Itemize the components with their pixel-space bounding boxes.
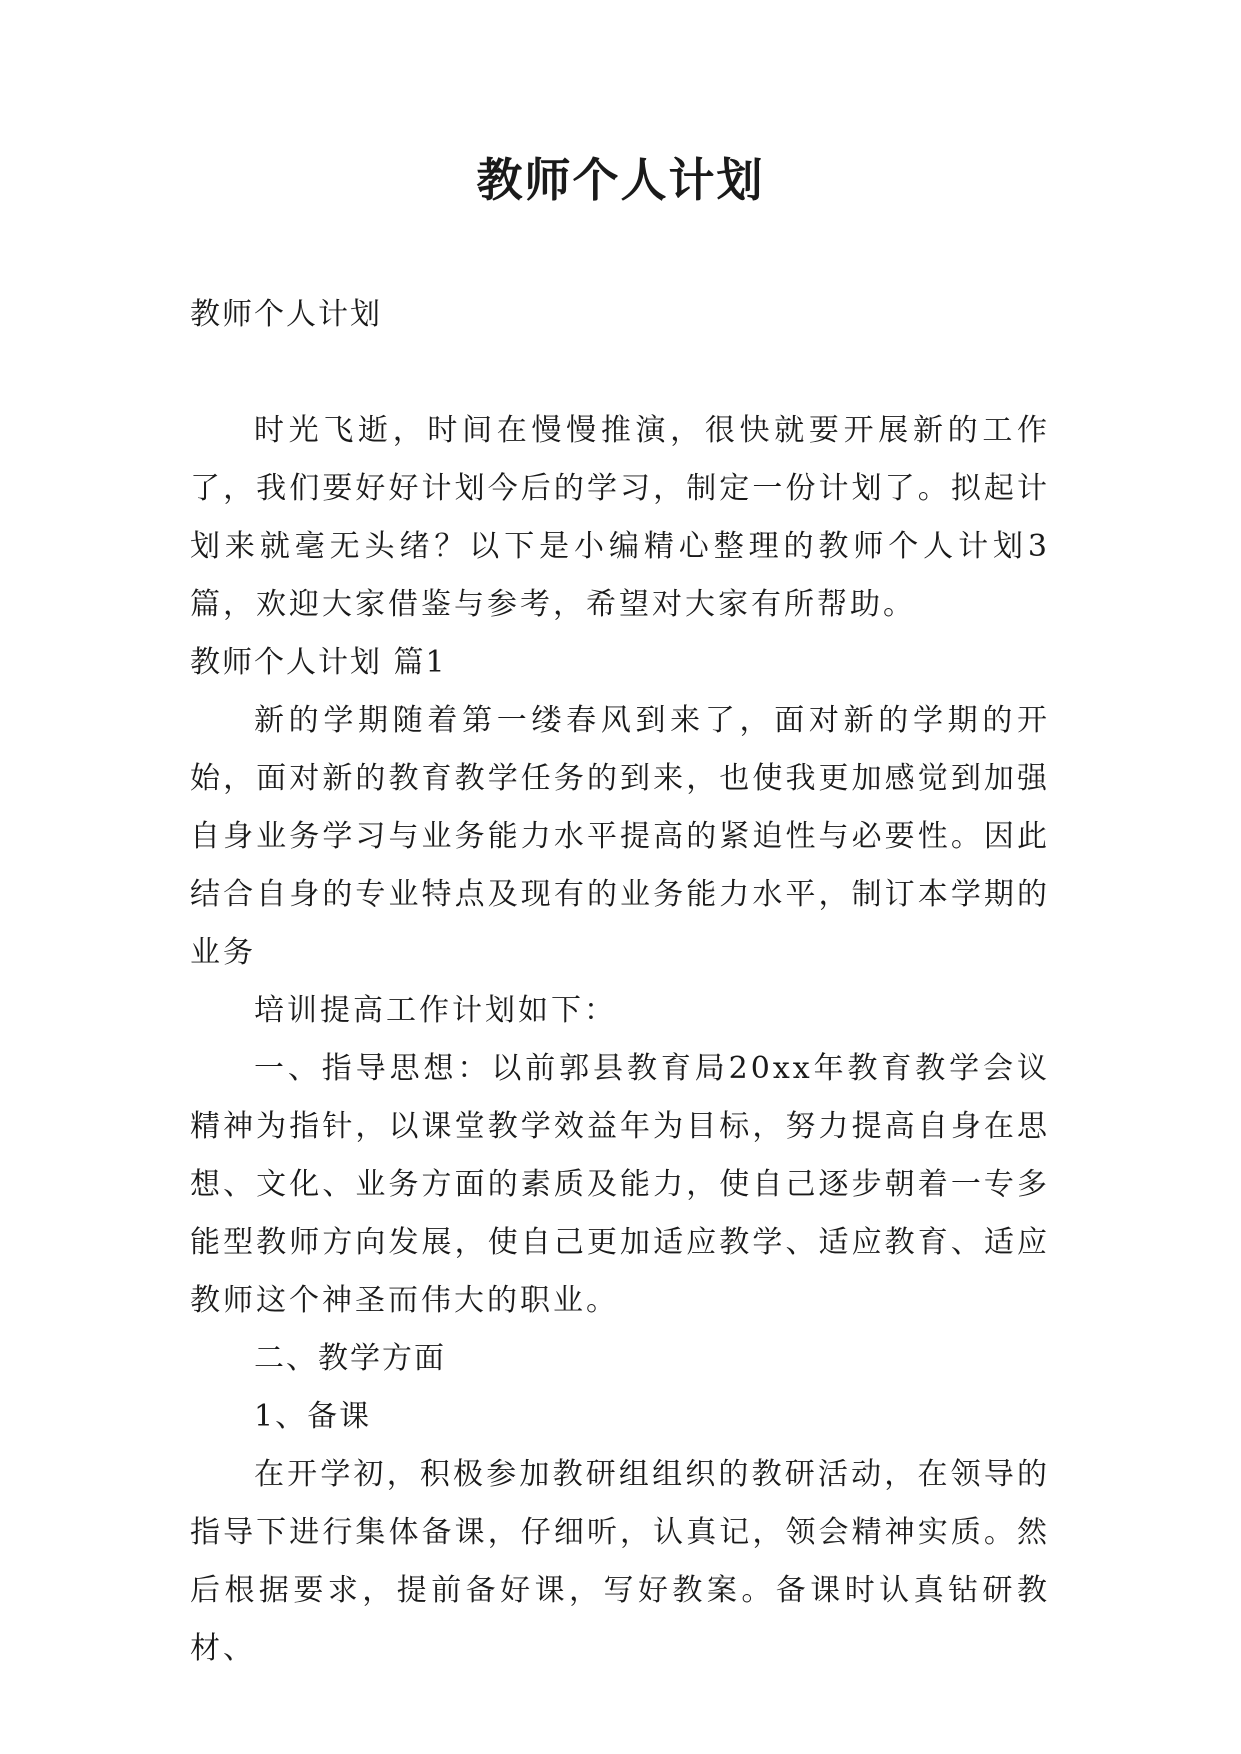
guiding-principle-paragraph: 一、指导思想：以前郭县教育局20xx年教育教学会议精神为指针，以课堂教学效益年为目标，努力提高自身在思想、文化、业务方面的素质及能力，使自己逐步朝着一专多能型教师方向发展，使自己更加适应教学、适应教育、适应教师这个神圣而伟大的职业。 bbox=[190, 1051, 1050, 1318]
document-body bbox=[190, 286, 1050, 1678]
lesson-prep-heading: 1、备课 bbox=[254, 1399, 372, 1434]
intro-paragraph: 时光飞逝，时间在慢慢推演，很快就要开展新的工作了，我们要好好计划今后的学习，制定一份计划了。拟起计划来就毫无头绪？以下是小编精心整理的教师个人计划3篇，欢迎大家借鉴与参考，希望对大家有所帮助。 bbox=[190, 413, 1050, 622]
document-title: 教师个人计划 bbox=[476, 153, 765, 207]
lesson-prep-paragraph: 在开学初，积极参加教研组组织的教研活动，在领导的指导下进行集体备课，仔细听，认真记，领会精神实质。然后根据要求，提前备好课，写好教案。备课时认真钻研教材、 bbox=[190, 1457, 1050, 1666]
section-heading: 教师个人计划 篇1 bbox=[190, 645, 447, 680]
teaching-heading: 二、教学方面 bbox=[254, 1341, 446, 1376]
body-paragraph: 新的学期随着第一缕春风到来了，面对新的学期的开始，面对新的教育教学任务的到来，也使我更加感觉到加强自身业务学习与业务能力水平提高的紧迫性与必要性。因此结合自身的专业特点及现有的业务能力水平，制订本学期的业务 bbox=[190, 703, 1050, 970]
body-paragraph-continuation: 培训提高工作计划如下： bbox=[254, 993, 617, 1028]
document-subtitle: 教师个人计划 bbox=[190, 297, 382, 332]
